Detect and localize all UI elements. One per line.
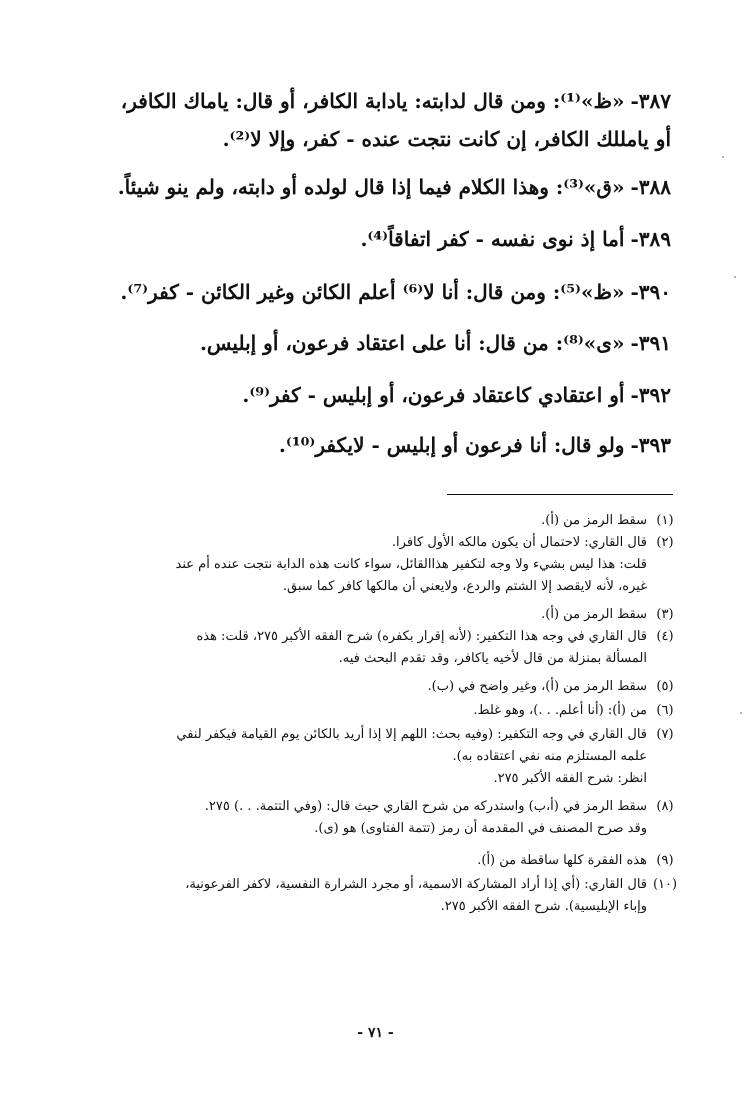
- entry-387: [71, 82, 671, 158]
- footnote-text: سقط الرمز في (أ،ب) واستدركه من شرح القاري حيث قال: (وفي التتمة. . .) ٢٧٥.: [204, 799, 647, 814]
- footnote-7: [63, 724, 683, 790]
- entry-390: [71, 273, 671, 311]
- footnote-2: [63, 532, 683, 598]
- footnote-text: هذه الفقرة كلها ساقطة من (أ).: [477, 853, 647, 868]
- entry-391: [71, 324, 671, 362]
- footnote-text-line: المسألة بمنزلة من قال لأخيه ياكافر، وقد تقدم البحث فيه.: [338, 651, 647, 666]
- entry-text: «ق»⁽³⁾: وهذا الكلام فيما إذا قال لولده أو دابته، ولم ينو شيئاً.: [117, 175, 625, 199]
- footnote-separator: [447, 494, 673, 495]
- entry-388: [71, 168, 671, 206]
- footnote-6: [63, 700, 683, 722]
- entry-text: ولو قال: أنا فرعون أو إبليس - لايكفر⁽¹⁰⁾.: [278, 433, 625, 457]
- footnote-number: (٣): [656, 607, 674, 622]
- footnote-number: (١٠): [652, 877, 678, 892]
- scan-speck: [734, 276, 736, 278]
- footnote-text-line: انظر: شرح الفقه الأكبر ٢٧٥.: [493, 771, 647, 786]
- footnote-text: سقط الرمز من (أ).: [541, 513, 647, 528]
- footnote-text: قال القاري في وجه التكفير: (وفيه بحث: اللهم إلا إذا أريد بالكائن يوم القيامة فيكفر لنفي: [176, 727, 647, 742]
- footnote-number: (٧): [656, 727, 674, 742]
- footnote-number: (١): [656, 513, 674, 528]
- entry-text: «ظ»⁽⁵⁾: ومن قال: أنا لا⁽⁶⁾ أعلم الكائن وغير الكائن - كفر⁽⁷⁾.: [120, 280, 625, 304]
- footnote-text-line: علمه المستلزم منه نفي اعتقاده به).: [452, 749, 647, 764]
- footnote-number: (٩): [656, 853, 674, 868]
- footnote-text-line: قلت: هذا ليس بشيء ولا وجه لتكفير هذاالقائل، سواء كانت هذه الدابة نتجت عنده أم عند: [175, 557, 647, 572]
- footnote-text: قال القاري: (أي إذا أراد المشاركة الاسمية، أو مجرد الشرارة النفسية، لاكفر الفرعونية،: [185, 877, 647, 892]
- footnote-text: من (أ): (أنا أعلم. . .)، وهو غلط.: [473, 703, 647, 718]
- footnote-4: [63, 626, 683, 670]
- footnote-3: [63, 604, 683, 626]
- entry-389: [71, 220, 671, 258]
- footnote-number: (٨): [656, 799, 674, 814]
- page-number: - ٧١ -: [357, 1025, 394, 1041]
- entry-text: «ظ»⁽¹⁾: ومن قال لدابته: يادابة الكافر، أو قال: ياماك الكافر،: [120, 89, 625, 113]
- entry-number: ٣٩٠-: [630, 280, 671, 304]
- entry-number: ٣٨٧-: [630, 89, 671, 113]
- footnote-number: (٢): [656, 535, 674, 550]
- entry-number: ٣٨٨-: [630, 175, 671, 199]
- entry-number: ٣٨٩-: [630, 227, 671, 251]
- entry-393: [71, 426, 671, 464]
- footnote-10: [63, 874, 683, 918]
- footnote-1: [63, 510, 683, 532]
- footnote-number: (٥): [656, 679, 674, 694]
- footnote-5: [63, 676, 683, 698]
- footnote-number: (٤): [656, 629, 674, 644]
- entry-text: أما إذ نوى نفسه - كفر اتفاقاً⁽⁴⁾.: [360, 227, 625, 251]
- footnote-text: سقط الرمز من (أ).: [541, 607, 647, 622]
- entry-392: [71, 376, 671, 414]
- entry-text: أو اعتقادي كاعتقاد فرعون، أو إبليس - كفر⁽⁹⁾.: [242, 383, 625, 407]
- entry-text-continued: أو يامللك الكافر، إن كانت نتجت عنده - كفر، وإلا لا⁽²⁾.: [222, 127, 671, 151]
- entry-number: ٣٩٣-: [630, 433, 671, 457]
- footnote-number: (٦): [656, 703, 674, 718]
- scan-speck: [722, 156, 724, 158]
- footnote-text-line: وإباء الإبليسية). شرح الفقه الأكبر ٢٧٥.: [440, 899, 647, 914]
- footnote-text: قال القاري في وجه هذا التكفير: (لأنه إقرار بكفره) شرح الفقه الأكبر ٢٧٥، قلت: هذه: [196, 629, 647, 644]
- entry-number: ٣٩٢-: [630, 383, 671, 407]
- entry-text: «ى»⁽⁸⁾: من قال: أنا على اعتقاد فرعون، أو إبليس.: [199, 331, 625, 355]
- entry-number: ٣٩١-: [630, 331, 671, 355]
- scan-speck: [740, 712, 742, 714]
- footnote-9: [63, 850, 683, 872]
- footnote-text-line: غيره، لأنه لايقصد إلا الشتم والردع، ولايعني أن مالكها كافر كما سبق.: [282, 579, 647, 594]
- footnote-text: قال القاري: لاحتمال أن يكون مالكه الأول كافرا.: [391, 535, 647, 550]
- footnote-text-line: وقد صرح المصنف في المقدمة أن رمز (تتمة الفتاوى) هو (ى).: [314, 821, 647, 836]
- footnote-text: سقط الرمز من (أ)، وغير واضح في (ب).: [427, 679, 647, 694]
- footnote-8: [63, 796, 683, 840]
